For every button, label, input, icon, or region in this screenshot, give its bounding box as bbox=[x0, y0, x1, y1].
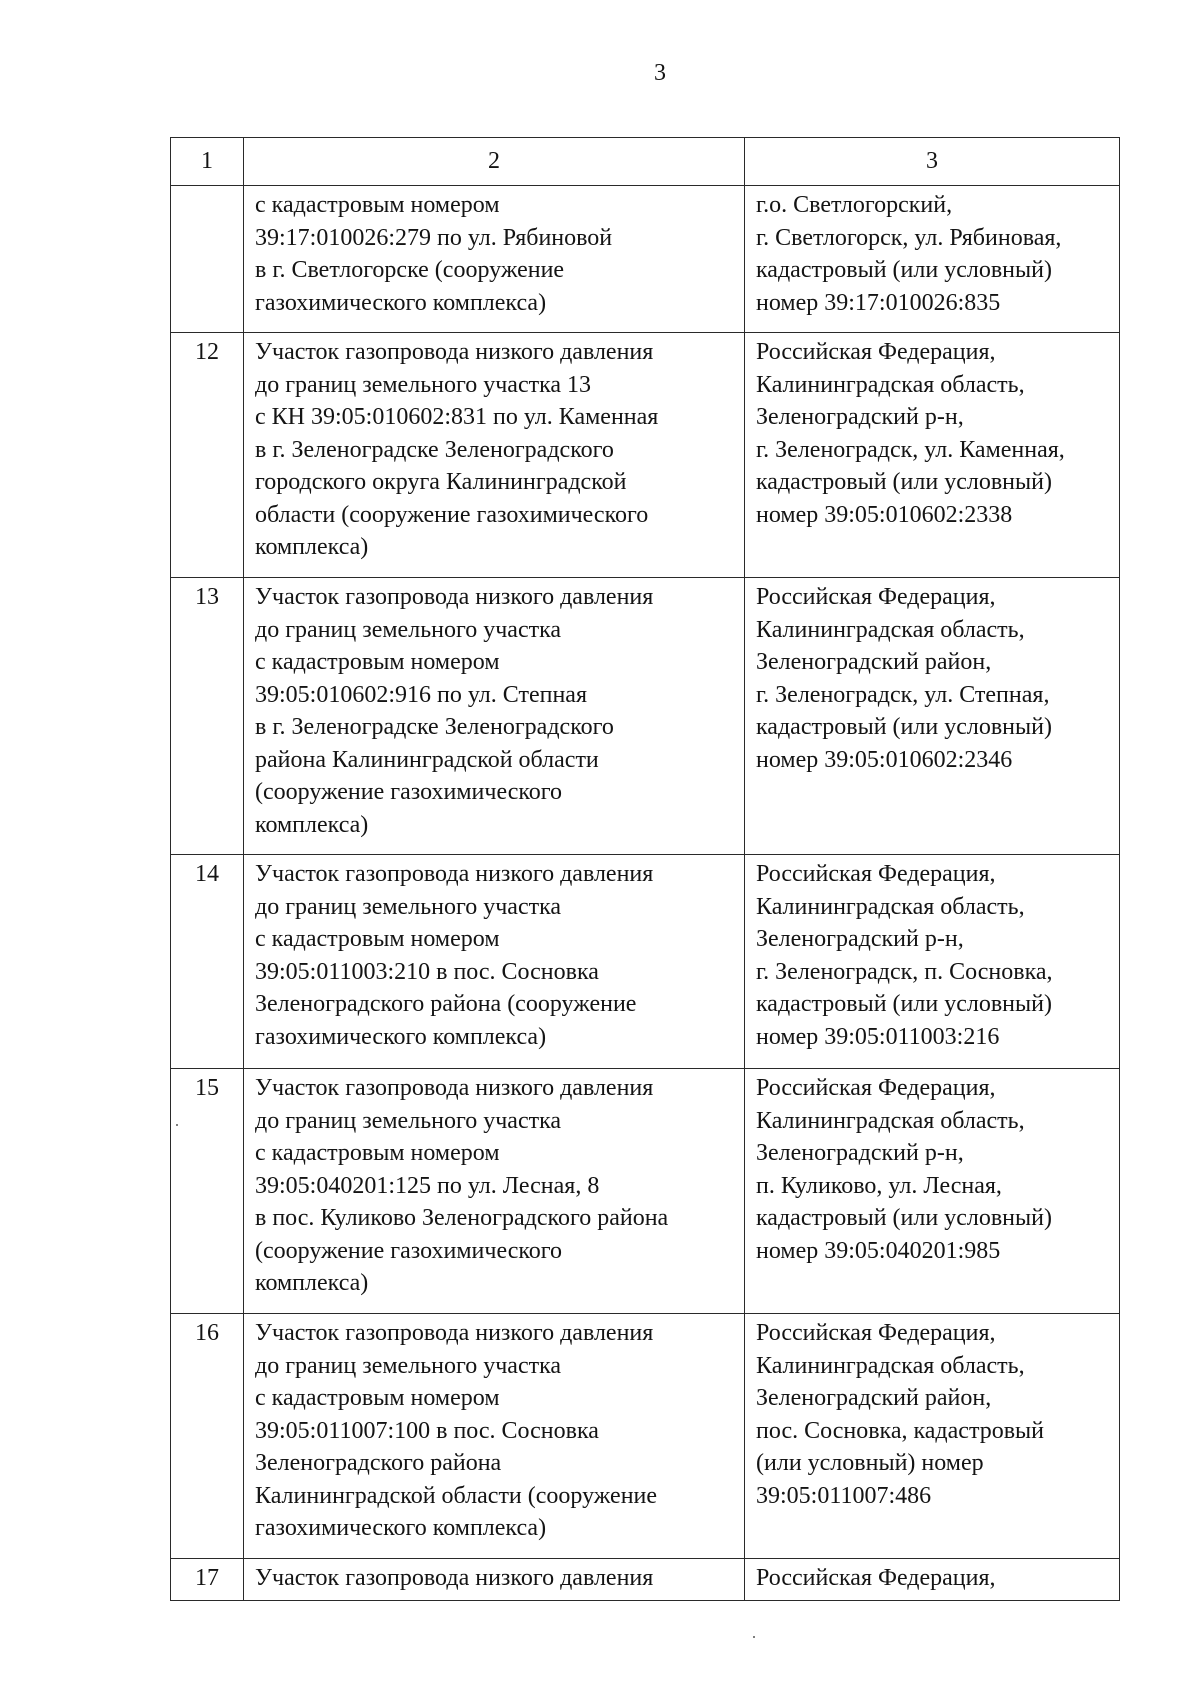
desc-line: (сооружение газохимического bbox=[255, 779, 563, 805]
addr-line: г. Зеленоградск, п. Сосновка, bbox=[756, 958, 1053, 985]
row-number bbox=[171, 578, 244, 855]
addr-line: Зеленоградский р-н, bbox=[756, 404, 964, 430]
row-address bbox=[745, 186, 1120, 333]
desc-line: области (сооружение газохимического bbox=[255, 501, 649, 528]
row-number bbox=[171, 855, 244, 1069]
addr-line: г. Светлогорск, ул. Рябиновая, bbox=[756, 224, 1062, 251]
desc-line: комплекса) bbox=[255, 534, 369, 560]
row-number bbox=[171, 186, 244, 333]
desc-line: с кадастровым номером bbox=[255, 1140, 500, 1166]
desc-line: района Калининградской области bbox=[255, 746, 599, 773]
desc-line: 39:05:010602:916 по ул. Степная bbox=[255, 681, 587, 708]
addr-line: (или условный) номер bbox=[756, 1450, 984, 1476]
addr-line: Российская Федерация, bbox=[756, 1075, 996, 1101]
addr-line: Зеленоградский район, bbox=[756, 649, 992, 675]
row-description bbox=[244, 1069, 745, 1314]
desc-line: Участок газопровода низкого давления bbox=[255, 861, 654, 887]
desc-line: до границ земельного участка 13 bbox=[255, 371, 592, 398]
addr-line: Российская Федерация, bbox=[756, 1565, 996, 1591]
desc-line: с КН 39:05:010602:831 по ул. Каменная bbox=[255, 404, 659, 430]
page-number: 3 bbox=[654, 60, 666, 86]
addr-line: Российская Федерация, bbox=[756, 339, 996, 365]
addr-line: Российская Федерация, bbox=[756, 1320, 996, 1346]
desc-line: газохимического комплекса) bbox=[255, 289, 547, 316]
desc-line: 39:17:010026:279 по ул. Рябиновой bbox=[255, 224, 613, 251]
desc-line: 39:05:011003:210 в пос. Сосновка bbox=[255, 958, 599, 985]
header-cell-desc: 2 bbox=[244, 138, 745, 186]
desc-line: Участок газопровода низкого давления bbox=[255, 1075, 654, 1101]
row-address bbox=[745, 333, 1120, 578]
desc-line: комплекса) bbox=[255, 811, 369, 838]
desc-line: до границ земельного участка bbox=[255, 1352, 562, 1379]
addr-line: номер 39:05:011003:216 bbox=[756, 1023, 1000, 1050]
row-description bbox=[244, 855, 745, 1069]
row-number-text: 15 bbox=[195, 1075, 219, 1101]
row-number-text: 17 bbox=[195, 1565, 219, 1591]
addr-line: номер 39:05:010602:2346 bbox=[756, 746, 1013, 773]
header-cell-addr: 3 bbox=[745, 138, 1120, 186]
desc-line: 39:05:011007:100 в пос. Сосновка bbox=[255, 1417, 599, 1444]
row-number bbox=[171, 333, 244, 578]
desc-line: в пос. Куликово Зеленоградского района bbox=[255, 1205, 669, 1231]
addr-line: номер 39:05:040201:985 bbox=[756, 1237, 1001, 1264]
row-number-text: 14 bbox=[195, 861, 219, 887]
addr-line: 39:05:011007:486 bbox=[756, 1482, 932, 1509]
desc-line: комплекса) bbox=[255, 1270, 369, 1296]
data-table bbox=[170, 137, 1120, 1601]
desc-line: (сооружение газохимического bbox=[255, 1237, 563, 1264]
row-address bbox=[745, 578, 1120, 855]
desc-line: Участок газопровода низкого давления bbox=[255, 1320, 654, 1346]
table-row bbox=[171, 855, 1120, 1069]
addr-line: п. Куликово, ул. Лесная, bbox=[756, 1172, 1002, 1199]
row-number bbox=[171, 1069, 244, 1314]
scan-speck bbox=[176, 1124, 178, 1126]
addr-line: кадастровый (или условный) bbox=[756, 991, 1052, 1017]
desc-line: Калининградской области (сооружение bbox=[255, 1482, 658, 1509]
scan-speck bbox=[753, 1636, 755, 1638]
addr-line: номер 39:05:010602:2338 bbox=[756, 501, 1013, 528]
addr-line: пос. Сосновка, кадастровый bbox=[756, 1417, 1045, 1444]
row-number-text: 16 bbox=[195, 1320, 219, 1346]
desc-line: 39:05:040201:125 по ул. Лесная, 8 bbox=[255, 1172, 600, 1199]
desc-line: с кадастровым номером bbox=[255, 649, 500, 675]
addr-line: Зеленоградский р-н, bbox=[756, 926, 964, 952]
addr-line: г.о. Светлогорский, bbox=[756, 192, 953, 218]
desc-line: в г. Зеленоградске Зеленоградского bbox=[255, 436, 614, 463]
row-number bbox=[171, 1559, 244, 1601]
desc-line: Участок газопровода низкого давления bbox=[255, 584, 654, 610]
addr-line: Калининградская область, bbox=[756, 893, 1025, 920]
desc-line: Зеленоградского района bbox=[255, 1450, 502, 1476]
desc-line: до границ земельного участка bbox=[255, 616, 562, 643]
desc-line: с кадастровым номером bbox=[255, 926, 500, 952]
row-description bbox=[244, 578, 745, 855]
addr-line: Российская Федерация, bbox=[756, 861, 996, 887]
row-description bbox=[244, 333, 745, 578]
desc-line: газохимического комплекса) bbox=[255, 1515, 547, 1541]
table-row bbox=[171, 1559, 1120, 1601]
addr-line: г. Зеленоградск, ул. Степная, bbox=[756, 681, 1050, 708]
desc-line: до границ земельного участка bbox=[255, 893, 562, 920]
table-row bbox=[171, 578, 1120, 855]
row-address bbox=[745, 1314, 1120, 1559]
desc-line: с кадастровым номером bbox=[255, 1385, 500, 1411]
row-number-text: 13 bbox=[195, 584, 219, 610]
addr-line: Калининградская область, bbox=[756, 371, 1025, 398]
row-number bbox=[171, 1314, 244, 1559]
table-row bbox=[171, 333, 1120, 578]
addr-line: кадастровый (или условный) bbox=[756, 714, 1052, 740]
desc-line: до границ земельного участка bbox=[255, 1107, 562, 1134]
addr-line: номер 39:17:010026:835 bbox=[756, 289, 1001, 316]
addr-line: г. Зеленоградск, ул. Каменная, bbox=[756, 436, 1065, 463]
addr-line: Зеленоградский район, bbox=[756, 1385, 992, 1411]
row-description bbox=[244, 1314, 745, 1559]
header-cell-num: 1 bbox=[171, 138, 244, 186]
desc-line: Участок газопровода низкого давления bbox=[255, 339, 654, 365]
addr-line: кадастровый (или условный) bbox=[756, 257, 1052, 283]
addr-line: кадастровый (или условный) bbox=[756, 469, 1052, 495]
row-address bbox=[745, 1559, 1120, 1601]
table-row bbox=[171, 1314, 1120, 1559]
addr-line: кадастровый (или условный) bbox=[756, 1205, 1052, 1231]
addr-line: Российская Федерация, bbox=[756, 584, 996, 610]
table-header-row bbox=[171, 138, 1120, 186]
desc-line: газохимического комплекса) bbox=[255, 1023, 547, 1050]
desc-line: Участок газопровода низкого давления bbox=[255, 1565, 654, 1591]
table-row bbox=[171, 1069, 1120, 1314]
row-description bbox=[244, 1559, 745, 1601]
addr-line: Калининградская область, bbox=[756, 1352, 1025, 1379]
addr-line: Зеленоградский р-н, bbox=[756, 1140, 964, 1166]
row-number-text: 12 bbox=[195, 339, 219, 365]
desc-line: в г. Зеленоградске Зеленоградского bbox=[255, 714, 614, 740]
desc-line: в г. Светлогорске (сооружение bbox=[255, 257, 565, 283]
addr-line: Калининградская область, bbox=[756, 616, 1025, 643]
desc-line: Зеленоградского района (сооружение bbox=[255, 991, 637, 1017]
table-row bbox=[171, 186, 1120, 333]
desc-line: с кадастровым номером bbox=[255, 192, 500, 218]
desc-line: городского округа Калининградской bbox=[255, 469, 627, 495]
row-address bbox=[745, 855, 1120, 1069]
row-address bbox=[745, 1069, 1120, 1314]
addr-line: Калининградская область, bbox=[756, 1107, 1025, 1134]
row-description bbox=[244, 186, 745, 333]
